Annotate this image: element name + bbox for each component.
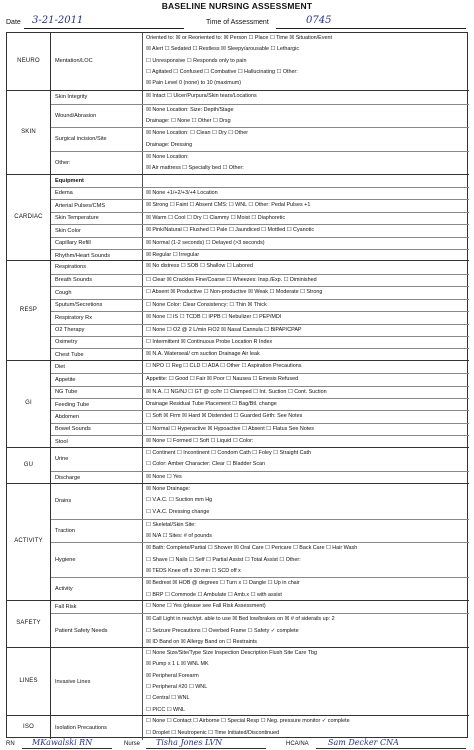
row-label: Capillary Refill [51, 238, 143, 249]
row-label: Rhythm/Heart Sounds [51, 250, 143, 261]
row-line[interactable]: ☐ None ☐ O2 @ 2 L/min FiO2 ☒ Nasal Cannula ☐ BiPAP/CPAP [146, 326, 302, 333]
row-label: Discharge [51, 472, 143, 483]
assessment-row [51, 410, 469, 422]
row-label: Other: [51, 152, 143, 175]
row-line[interactable]: Drainage: Dressing [146, 141, 193, 148]
row-label: Isolation Precautions [51, 716, 143, 740]
section-label: ACTIVITY [7, 484, 51, 600]
row-label: Feeding Tube [51, 399, 143, 410]
assessment-row [51, 187, 469, 199]
row-content[interactable] [146, 578, 467, 601]
row-content[interactable] [146, 312, 467, 323]
assessment-row [51, 386, 469, 398]
assessment-row [51, 261, 469, 273]
assessment-row [51, 274, 469, 286]
row-line[interactable]: ☐ None ☐ Yes (please see Fall Risk Assessment) [146, 602, 266, 609]
row-line[interactable]: ☒ N.A. Waterseal/ cm suction Drainage Air leak [146, 351, 260, 358]
assessment-row [51, 324, 469, 336]
row-content[interactable] [146, 387, 467, 398]
row-label: Stool [51, 436, 143, 447]
row-line[interactable]: ☒ ID Band on ☒ Allergy Band on ☐ Restraints [146, 638, 257, 645]
assessment-row [51, 448, 469, 472]
row-line[interactable]: ☒ None Location: Size: Depth/Stage [146, 106, 234, 113]
signature-footer [6, 738, 468, 750]
row-line[interactable]: ☒ Warm ☐ Cool ☐ Dry ☐ Clammy ☐ Moist ☐ Diaphoretic [146, 214, 286, 221]
row-label: Diet [51, 361, 143, 373]
row-label: Oximetry [51, 337, 143, 348]
row-content[interactable] [146, 175, 467, 187]
row-line[interactable]: ☒ Strong ☐ Faint ☐ Absent CMS: ☐ WNL ☐ Other: Pedal Pulses +1 [146, 202, 311, 209]
row-label: Fall Risk [51, 601, 143, 613]
assessment-row [51, 648, 469, 716]
section-resp [7, 260, 469, 359]
row-content[interactable] [146, 275, 467, 286]
row-line[interactable]: ☒ Normal (1-2 seconds) ☐ Delayed (>3 seconds) [146, 239, 265, 246]
row-content[interactable] [146, 200, 467, 211]
row-line[interactable]: ☒ N.A. ☐ NG/NJ ☐ GT @ cc/hr ☐ Clamped ☐ Int. Suction ☐ Cont. Suction [146, 388, 327, 395]
row-content[interactable] [146, 411, 467, 422]
row-label: Urine [51, 448, 143, 472]
row-line[interactable]: ☒ N/A ☐ Sites: # of pounds [146, 533, 213, 540]
assessment-row [51, 311, 469, 323]
row-line[interactable]: ☒ Pump x 1 L ☒ WNL MK [146, 661, 209, 668]
row-label: Edema [51, 188, 143, 199]
assessment-row [51, 33, 469, 90]
row-label: Breath Sounds [51, 275, 143, 286]
section-label: GI [7, 361, 51, 447]
row-label: Drains [51, 484, 143, 519]
section-neuro [7, 33, 469, 90]
row-line[interactable]: ☐ Skeletal/Skin Site: [146, 521, 196, 528]
assessment-row [51, 398, 469, 410]
row-line[interactable]: ☒ None ☐ Formed ☐ Soft ☐ Liquid ☐ Color: [146, 438, 254, 445]
rn-signature: MKawalski RN [32, 738, 93, 747]
row-label: Abdomen [51, 411, 143, 422]
row-line[interactable]: ☒ Alert ☐ Sedated ☐ Restless ☒ Sleepy/arousable ☐ Lethargic [146, 46, 300, 53]
row-content[interactable] [146, 337, 467, 348]
row-label: Equipment [51, 175, 143, 187]
row-line[interactable]: ☐ PICC ☐ WNL [146, 706, 186, 713]
row-line[interactable]: ☐ V.A.C. ☐ Suction mm Hg [146, 497, 213, 504]
assessment-row [51, 286, 469, 298]
row-label: Mentation/LOC [51, 33, 143, 90]
row-label: NG Tube [51, 387, 143, 398]
section-label: SKIN [7, 91, 51, 173]
section-label: RESP [7, 261, 51, 359]
row-line[interactable]: ☒ TEDS Knee off x 30 min ☐ SCD off x [146, 568, 241, 575]
row-line[interactable]: ☒ Air mattress ☐ Specialty bed ☐ Other: [146, 165, 244, 172]
row-line[interactable]: ☒ None Location: [146, 153, 189, 160]
row-content[interactable] [146, 374, 467, 385]
row-content[interactable] [146, 188, 467, 199]
row-line[interactable]: Oriented to: ☒ or Reoriented to: ☒ Person ☐ Place ☐ Time ☒ Situation/Event [146, 35, 332, 41]
section-cardiac [7, 174, 469, 261]
row-line[interactable]: ☒ No distress ☐ SOB ☐ Shallow ☐ Labored [146, 263, 253, 270]
row-line[interactable]: ☐ NPO ☐ Reg ☐ CLD ☐ ADA ☐ Other ☐ Aspiration Precautions [146, 362, 302, 369]
row-line[interactable]: ☐ Color: Amber Character: Clear ☐ Bladder Scan [146, 461, 266, 468]
row-content[interactable] [146, 261, 467, 273]
section-gu [7, 447, 469, 483]
row-content[interactable] [146, 105, 467, 128]
assessment-row [51, 613, 469, 648]
section-label: GU [7, 448, 51, 483]
row-line[interactable]: ☐ None Size/Site/Type Size Inspection Description Flush Site Care Tbg [146, 649, 318, 656]
row-label: Arterial Pulses/CMS [51, 200, 143, 211]
section-label: ISO [7, 716, 51, 739]
row-label: Cough [51, 287, 143, 298]
form-title: BASELINE NURSING ASSESSMENT [161, 1, 313, 11]
row-label: Surgical incision/Site [51, 128, 143, 151]
row-line[interactable]: ☒ Regular ☐ Irregular [146, 252, 200, 259]
row-label: Chest Tube [51, 349, 143, 360]
assessment-row [51, 484, 469, 519]
time-value: 0745 [306, 15, 332, 26]
row-content[interactable] [146, 225, 467, 236]
row-label: Respirations [51, 261, 143, 273]
row-line[interactable]: ☐ None Color: Clear Consistency: ☐ Thin ☒ Thick [146, 301, 267, 308]
row-line[interactable]: ☐ Seizure Precautions ☐ Overbed Frame ☐ Safety ✓ complete [146, 627, 299, 634]
section-lines [7, 647, 469, 715]
row-label: Invasive Lines [51, 648, 143, 716]
section-activity [7, 483, 469, 600]
section-label: LINES [7, 648, 51, 715]
header-row [6, 15, 468, 31]
row-content[interactable] [146, 91, 467, 103]
row-line[interactable]: ☐ V.A.C. Dressing change [146, 508, 210, 515]
assessment-row [51, 336, 469, 348]
row-content[interactable] [146, 614, 467, 648]
assessment-grid [6, 32, 468, 738]
row-content[interactable] [146, 484, 467, 519]
section-label: NEURO [7, 33, 51, 90]
row-line[interactable]: ☒ Pain Level 0 (none) to 10 (maximum) [146, 80, 242, 87]
nurse-signature: Tisha Jones LVN [156, 738, 223, 747]
assessment-row [51, 299, 469, 311]
row-content[interactable] [146, 325, 467, 336]
assessment-row [51, 91, 469, 103]
assessment-row [51, 127, 469, 151]
row-line[interactable]: ☒ Call Light in reach/pt. able to use ☒ Bed low/brakes on ☒ # of siderails up: 2 [146, 616, 335, 623]
row-line[interactable]: Drainage: ☐ None ☐ Other ☐ Drsg [146, 118, 231, 125]
assessment-row [51, 542, 469, 577]
row-label: Patient Safety Needs [51, 614, 143, 648]
row-line[interactable] [146, 175, 467, 187]
assessment-row [51, 224, 469, 236]
assessment-row [51, 373, 469, 385]
row-content[interactable] [146, 361, 467, 373]
row-label: O2 Therapy [51, 325, 143, 336]
row-line[interactable]: Appetite: ☐ Good ☐ Fair ☒ Poor ☐ Nausea ☐ Emesis Refused [146, 376, 299, 383]
assessment-row [51, 212, 469, 224]
assessment-row [51, 237, 469, 249]
row-line[interactable]: ☒ Intact ☐ Ulcer/Purpura/Skin tears/Locations [146, 93, 257, 100]
row-line[interactable]: ☒ None ☐ IS ☐ TCDB ☐ IPPB ☐ Nebulizer ☐ PEP/MDI [146, 314, 282, 321]
row-content[interactable] [146, 33, 467, 90]
assessment-row [51, 519, 469, 543]
row-line[interactable]: ☐ Absent ☒ Productive ☐ Non-productive ☒ Weak ☐ Moderate ☐ Strong [146, 289, 323, 296]
hca-signature: Sam Decker CNA [328, 738, 399, 747]
row-content[interactable] [146, 128, 467, 151]
row-line[interactable]: ☐ Normal ☐ Hyperactive ☒ Hypoactive ☐ Absent ☐ Flatus See Notes [146, 425, 314, 432]
row-line[interactable]: ☐ Soft ☒ Firm ☒ Hard ☒ Distended ☐ Guarded Girth: See Notes [146, 413, 303, 420]
nurse-label: Nurse [124, 741, 141, 747]
row-content[interactable] [146, 238, 467, 249]
row-label: Bowel Sounds [51, 424, 143, 435]
section-label: CARDIAC [7, 175, 51, 261]
section-gi [7, 360, 469, 447]
row-label: Respiratory Rx [51, 312, 143, 323]
row-line[interactable]: ☒ Bedrest ☒ HOB @ degrees ☐ Turn x ☐ Dangle ☐ Up in chair [146, 580, 300, 587]
row-label: Sputum/Secretions [51, 300, 143, 311]
row-content[interactable] [146, 399, 467, 410]
section-iso [7, 715, 469, 739]
row-line[interactable]: ☒ None Location: ☐ Clean ☐ Dry ☐ Other [146, 130, 249, 137]
assessment-row [51, 199, 469, 211]
section-safety [7, 600, 469, 647]
assessment-row [51, 577, 469, 601]
row-label: Wound/Abrasion [51, 105, 143, 128]
row-label: Hygiene [51, 543, 143, 577]
section-label: SAFETY [7, 601, 51, 647]
row-line[interactable]: ☐ BRP ☐ Commode ☐ Ambulate ☐ Amb.x ☐ with assist [146, 591, 282, 598]
row-content[interactable] [146, 152, 467, 175]
row-line[interactable]: Drainage Residual Tube Placement ☐ Bag/Btl. change [146, 401, 277, 408]
rn-label: RN [6, 741, 15, 747]
row-line[interactable]: ☒ None Drainage: [146, 485, 191, 492]
row-line[interactable]: ☒ Bath: Complete/Partial ☐ Shower ☒ Oral Care ☐ Pericare ☐ Back Care ☐ Hair Wash [146, 545, 358, 552]
date-label: Date [6, 19, 21, 26]
row-line[interactable]: ☒ None ☐ Yes [146, 474, 182, 481]
row-content[interactable] [146, 520, 467, 543]
row-content[interactable] [146, 300, 467, 311]
row-content[interactable] [146, 716, 467, 740]
row-content[interactable] [146, 648, 467, 716]
assessment-row [51, 361, 469, 373]
assessment-row [51, 175, 469, 187]
row-label: Activity [51, 578, 143, 601]
assessment-row [51, 601, 469, 613]
hca-label: HCA/NA [286, 741, 309, 747]
section-skin [7, 90, 469, 173]
row-label: Skin Color [51, 225, 143, 236]
time-label: Time of Assessment [206, 19, 269, 26]
row-content[interactable] [146, 424, 467, 435]
row-label: Skin Integrity [51, 91, 143, 103]
assessment-row [51, 151, 469, 175]
row-label: Traction [51, 520, 143, 543]
row-content[interactable] [146, 448, 467, 472]
row-line[interactable]: ☒ Pink/Natural ☐ Flushed ☐ Pale ☐ Jaundiced ☐ Mottled ☐ Cyanotic [146, 227, 315, 234]
assessment-row [51, 423, 469, 435]
row-line[interactable]: ☐ Peripheral #20 ☐ WNL [146, 683, 208, 690]
row-line[interactable]: ☐ Clear ☒ Crackles Fine/Coarse ☐ Wheezes: Insp./Exp. ☐ Diminished [146, 276, 317, 283]
row-line[interactable]: ☐ Continent ☐ Incontinent ☐ Condom Cath ☐ Foley ☐ Straight Cath [146, 449, 311, 456]
date-value: 3-21-2011 [32, 15, 84, 26]
row-line[interactable]: ☐ Shave ☐ Nails ☐ Self ☐ Partial Assist ☐ Total Assist ☐ Other: [146, 556, 301, 563]
row-line[interactable]: ☐ Intermittent ☒ Continuous Probe Location R Index [146, 338, 273, 345]
assessment-row [51, 716, 469, 740]
row-line[interactable]: ☐ None ☐ Contact ☐ Airborne ☐ Special Resp ☐ Neg. pressure monitor ✓ complete [146, 718, 350, 725]
row-label: Appetite [51, 374, 143, 385]
row-content[interactable] [146, 543, 467, 577]
row-line[interactable]: ☐ Central ☐ WNL [146, 695, 190, 702]
row-content[interactable] [146, 601, 467, 613]
row-line[interactable]: ☐ Droplet ☐ Neutropenic ☐ Time Initiated/Discontinued [146, 729, 280, 736]
row-content[interactable] [146, 287, 467, 298]
row-content[interactable] [146, 213, 467, 224]
row-line[interactable]: ☒ Peripheral Forearm [146, 672, 199, 679]
assessment-row [51, 104, 469, 128]
row-line[interactable]: ☒ None +1/+2/+3/+4 Location [146, 189, 218, 196]
row-label: Skin Temperature [51, 213, 143, 224]
row-line[interactable]: ☐ Agitated ☐ Confused ☐ Combative ☐ Hallucinating ☐ Other: [146, 69, 298, 76]
row-line[interactable]: ☐ Unresponsive ☐ Responds only to pain [146, 57, 247, 64]
